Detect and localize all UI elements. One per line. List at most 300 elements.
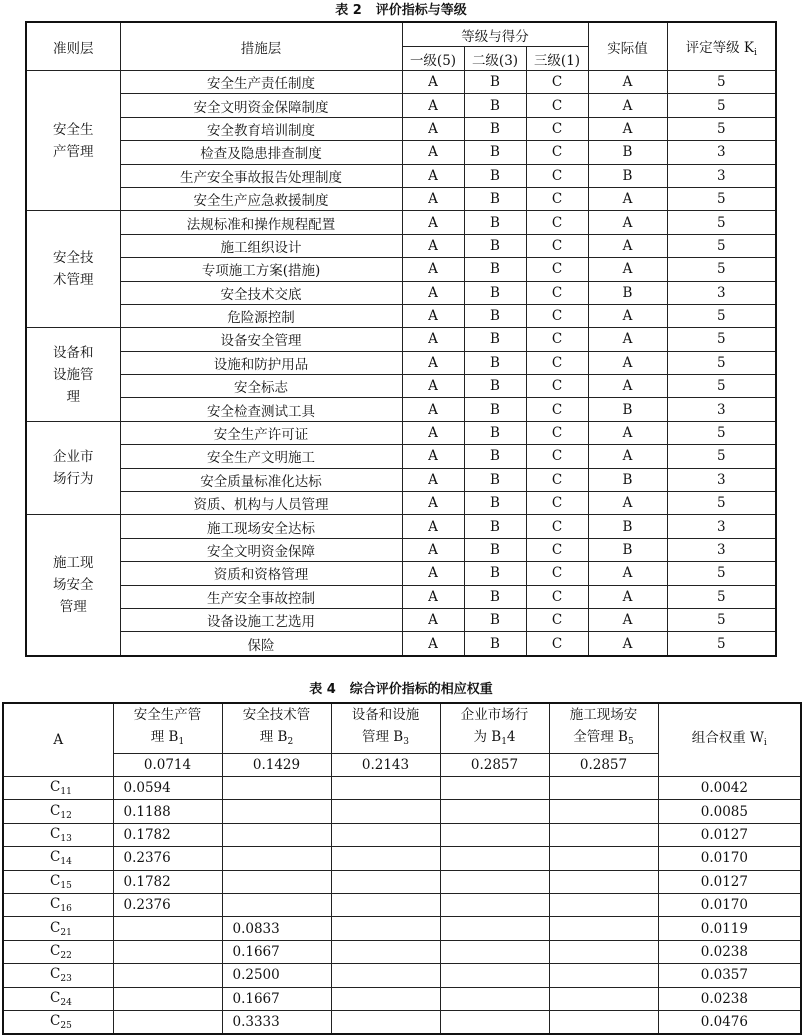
rating-cell: 5: [667, 562, 776, 585]
grade3-cell: C: [526, 538, 588, 561]
header-b5: [549, 703, 658, 754]
table-row: [26, 187, 776, 210]
b2-value-cell: 0.1667: [222, 940, 331, 963]
row-label-letter: C: [50, 966, 61, 983]
header-grade2: 二级(3): [464, 47, 526, 71]
b5-value-cell: [549, 800, 658, 823]
row-label: [3, 777, 113, 800]
table-row: [26, 258, 776, 281]
grade2-cell: B: [464, 187, 526, 210]
grade2-cell: B: [464, 164, 526, 187]
grade2-cell: B: [464, 562, 526, 585]
header-criterion: 准则层: [26, 22, 120, 71]
measure-cell: 安全生产应急救援制度: [120, 187, 402, 210]
grade1-cell: A: [402, 375, 464, 398]
header-b-sub: 2: [287, 737, 294, 747]
grade2-cell: B: [464, 515, 526, 538]
grade3-cell: C: [526, 328, 588, 351]
row-label-sub: 16: [60, 904, 72, 915]
b2-value-cell: [222, 777, 331, 800]
actual-cell: A: [588, 328, 667, 351]
b1-value-cell: [113, 987, 222, 1010]
table2-caption: [0, 3, 802, 19]
actual-cell: A: [588, 304, 667, 327]
grade3-cell: C: [526, 71, 588, 94]
b2-value-cell: [222, 800, 331, 823]
measure-cell: 安全质量标准化达标: [120, 468, 402, 491]
b4-value-cell: [440, 917, 549, 940]
b4-value-cell: [440, 847, 549, 870]
rating-cell: 5: [667, 94, 776, 117]
b4-value-cell: [440, 870, 549, 893]
b2-value-cell: 0.0833: [222, 917, 331, 940]
actual-cell: B: [588, 141, 667, 164]
rating-cell: 3: [667, 468, 776, 491]
actual-cell: B: [588, 398, 667, 421]
header-b1: [113, 703, 222, 754]
header-rating-label: 评定等级 K: [685, 39, 755, 56]
b3-value-cell: [331, 987, 440, 1010]
grade3-cell: C: [526, 141, 588, 164]
combined-weight-cell: 0.0357: [658, 964, 801, 987]
measure-cell: 专项施工方案(措施): [120, 258, 402, 281]
table-row: [26, 94, 776, 117]
table2-caption-number: 表 2: [335, 3, 362, 18]
rating-cell: 5: [667, 445, 776, 468]
rating-cell: 3: [667, 164, 776, 187]
combined-weight-cell: 0.0238: [658, 940, 801, 963]
header-b-label: 施工现场安全管理 B: [569, 707, 638, 745]
measure-cell: 安全教育培训制度: [120, 117, 402, 140]
b5-value-cell: [549, 1010, 658, 1034]
grade2-cell: B: [464, 258, 526, 281]
table-row: [3, 777, 801, 800]
row-label-sub: 13: [60, 833, 72, 844]
b1-value-cell: 0.2376: [113, 847, 222, 870]
grade1-cell: A: [402, 585, 464, 608]
b4-value-cell: [440, 1010, 549, 1034]
grade2-cell: B: [464, 585, 526, 608]
actual-cell: A: [588, 421, 667, 444]
actual-cell: B: [588, 468, 667, 491]
actual-cell: B: [588, 515, 667, 538]
table-row: [26, 562, 776, 585]
combined-weight-cell: 0.0476: [658, 1010, 801, 1034]
grade3-cell: C: [526, 281, 588, 304]
b3-value-cell: [331, 940, 440, 963]
measure-cell: 安全检查测试工具: [120, 398, 402, 421]
row-label-sub: 21: [60, 927, 72, 938]
grade1-cell: A: [402, 515, 464, 538]
measure-cell: 安全生产许可证: [120, 421, 402, 444]
b2-value-cell: [222, 870, 331, 893]
table-row: [26, 71, 776, 94]
actual-cell: B: [588, 281, 667, 304]
measure-cell: 资质和资格管理: [120, 562, 402, 585]
table-row: [26, 538, 776, 561]
combined-weight-cell: 0.0042: [658, 777, 801, 800]
table-row: [3, 964, 801, 987]
weight-table: [2, 702, 802, 1035]
header-corner: A: [3, 703, 113, 777]
b5-value-cell: [549, 917, 658, 940]
table4-caption-number: 表 4: [309, 682, 336, 697]
grade1-cell: A: [402, 468, 464, 491]
b5-value-cell: [549, 893, 658, 916]
b1-value-cell: 0.2376: [113, 893, 222, 916]
grade3-cell: C: [526, 351, 588, 374]
table-row: [26, 234, 776, 257]
header-b-label: 安全生产管理 B: [133, 707, 202, 745]
table-row: [26, 608, 776, 631]
weight-b4: 0.2857: [440, 754, 549, 777]
rating-cell: 5: [667, 117, 776, 140]
weight-b5: 0.2857: [549, 754, 658, 777]
table4-caption-title: 综合评价指标的相应权重: [349, 682, 493, 697]
rating-cell: 5: [667, 608, 776, 631]
table-row: [3, 870, 801, 893]
grade1-cell: A: [402, 94, 464, 117]
actual-cell: B: [588, 164, 667, 187]
grade2-cell: B: [464, 94, 526, 117]
grade2-cell: B: [464, 117, 526, 140]
criterion-cell: 安全生产管理: [26, 71, 120, 211]
grade2-cell: B: [464, 234, 526, 257]
weight-b1: 0.0714: [113, 754, 222, 777]
measure-cell: 生产安全事故控制: [120, 585, 402, 608]
actual-cell: A: [588, 211, 667, 234]
header-b-label: 安全技术管理 B: [242, 707, 311, 745]
combined-weight-cell: 0.0170: [658, 847, 801, 870]
header-b-sub: 1: [501, 737, 507, 747]
actual-cell: A: [588, 562, 667, 585]
header-grade-group: 等级与得分: [402, 22, 588, 47]
measure-cell: 资质、机构与人员管理: [120, 492, 402, 515]
header-b-suffix: 4: [506, 729, 516, 745]
rating-cell: 5: [667, 71, 776, 94]
table-row: [26, 421, 776, 444]
grade2-cell: B: [464, 71, 526, 94]
actual-cell: A: [588, 71, 667, 94]
actual-cell: A: [588, 117, 667, 140]
table-row: [26, 632, 776, 656]
b5-value-cell: [549, 987, 658, 1010]
actual-cell: A: [588, 492, 667, 515]
rating-cell: 5: [667, 632, 776, 656]
rating-cell: 5: [667, 187, 776, 210]
b4-value-cell: [440, 987, 549, 1010]
b1-value-cell: [113, 1010, 222, 1034]
b2-value-cell: 0.1667: [222, 987, 331, 1010]
measure-cell: 生产安全事故报告处理制度: [120, 164, 402, 187]
table-row: [26, 515, 776, 538]
table-row: [26, 585, 776, 608]
b5-value-cell: [549, 964, 658, 987]
header-b3: [331, 703, 440, 754]
b2-value-cell: 0.2500: [222, 964, 331, 987]
rating-cell: 3: [667, 515, 776, 538]
rating-cell: 5: [667, 351, 776, 374]
grade2-cell: B: [464, 211, 526, 234]
grade3-cell: C: [526, 304, 588, 327]
grade2-cell: B: [464, 468, 526, 491]
grade2-cell: B: [464, 351, 526, 374]
b5-value-cell: [549, 940, 658, 963]
grade2-cell: B: [464, 304, 526, 327]
combined-weight-cell: 0.0127: [658, 870, 801, 893]
b4-value-cell: [440, 940, 549, 963]
grade1-cell: A: [402, 421, 464, 444]
measure-cell: 检查及隐患排查制度: [120, 141, 402, 164]
grade1-cell: A: [402, 117, 464, 140]
b4-value-cell: [440, 800, 549, 823]
table-row: [26, 117, 776, 140]
actual-cell: A: [588, 585, 667, 608]
grade3-cell: C: [526, 398, 588, 421]
grade3-cell: C: [526, 234, 588, 257]
row-label: [3, 964, 113, 987]
row-label-sub: 23: [60, 974, 72, 985]
grade1-cell: A: [402, 71, 464, 94]
grade1-cell: A: [402, 258, 464, 281]
b5-value-cell: [549, 847, 658, 870]
row-label-letter: C: [50, 849, 61, 866]
combined-weight-cell: 0.0238: [658, 987, 801, 1010]
actual-cell: A: [588, 234, 667, 257]
criterion-cell: 施工现场安全管理: [26, 515, 120, 656]
b1-value-cell: [113, 917, 222, 940]
table-row: [26, 304, 776, 327]
combined-weight-cell: 0.0127: [658, 823, 801, 846]
rating-cell: 5: [667, 304, 776, 327]
rating-cell: 5: [667, 421, 776, 444]
header-measure: 措施层: [120, 22, 402, 71]
grade3-cell: C: [526, 117, 588, 140]
table2-caption-title: 评价指标与等级: [375, 3, 467, 18]
table-row: [26, 398, 776, 421]
grade3-cell: C: [526, 585, 588, 608]
criterion-cell: 企业市场行为: [26, 421, 120, 515]
table-row: [26, 141, 776, 164]
row-label-letter: C: [50, 989, 61, 1006]
measure-cell: 设备安全管理: [120, 328, 402, 351]
grade1-cell: A: [402, 632, 464, 656]
grade3-cell: C: [526, 468, 588, 491]
measure-cell: 设施和防护用品: [120, 351, 402, 374]
measure-cell: 危险源控制: [120, 304, 402, 327]
rating-cell: 5: [667, 258, 776, 281]
rating-cell: 3: [667, 398, 776, 421]
row-label-letter: C: [50, 802, 61, 819]
header-b4: [440, 703, 549, 754]
weight-b2: 0.1429: [222, 754, 331, 777]
header-b2: [222, 703, 331, 754]
measure-cell: 施工现场安全达标: [120, 515, 402, 538]
rating-cell: 5: [667, 328, 776, 351]
measure-cell: 安全标志: [120, 375, 402, 398]
grade1-cell: A: [402, 492, 464, 515]
b1-value-cell: 0.1782: [113, 870, 222, 893]
row-label-letter: C: [50, 779, 61, 796]
grade1-cell: A: [402, 328, 464, 351]
grade2-cell: B: [464, 632, 526, 656]
grade1-cell: A: [402, 281, 464, 304]
grade3-cell: C: [526, 445, 588, 468]
b3-value-cell: [331, 870, 440, 893]
measure-cell: 安全生产责任制度: [120, 71, 402, 94]
b2-value-cell: 0.3333: [222, 1010, 331, 1034]
grade3-cell: C: [526, 187, 588, 210]
measure-cell: 安全文明资金保障制度: [120, 94, 402, 117]
grade2-cell: B: [464, 328, 526, 351]
grade3-cell: C: [526, 164, 588, 187]
table-row: [26, 492, 776, 515]
table-row: [26, 281, 776, 304]
b2-value-cell: [222, 847, 331, 870]
grade2-cell: B: [464, 141, 526, 164]
measure-cell: 施工组织设计: [120, 234, 402, 257]
grade2-cell: B: [464, 445, 526, 468]
grade3-cell: C: [526, 515, 588, 538]
measure-cell: 安全文明资金保障: [120, 538, 402, 561]
measure-cell: 保险: [120, 632, 402, 656]
grade1-cell: A: [402, 234, 464, 257]
b3-value-cell: [331, 893, 440, 916]
criterion-cell: 安全技术管理: [26, 211, 120, 328]
b2-value-cell: [222, 893, 331, 916]
b1-value-cell: 0.1188: [113, 800, 222, 823]
row-label: [3, 893, 113, 916]
grade3-cell: C: [526, 94, 588, 117]
rating-cell: 5: [667, 375, 776, 398]
row-label-sub: 14: [60, 857, 72, 868]
measure-cell: 安全生产文明施工: [120, 445, 402, 468]
row-label: [3, 940, 113, 963]
row-label-sub: 15: [60, 880, 72, 891]
b4-value-cell: [440, 964, 549, 987]
actual-cell: A: [588, 258, 667, 281]
grade1-cell: A: [402, 304, 464, 327]
header-rating-sub: i: [754, 47, 757, 58]
rating-cell: 5: [667, 585, 776, 608]
actual-cell: A: [588, 94, 667, 117]
table2-header-row: [26, 22, 776, 47]
header-grade3: 三级(1): [526, 47, 588, 71]
rating-cell: 5: [667, 234, 776, 257]
row-label: [3, 987, 113, 1010]
grade3-cell: C: [526, 421, 588, 444]
header-combined-weight: [658, 703, 801, 777]
row-label-sub: 25: [60, 1021, 72, 1032]
row-label-sub: 24: [60, 997, 72, 1008]
grade1-cell: A: [402, 608, 464, 631]
b3-value-cell: [331, 964, 440, 987]
actual-cell: A: [588, 632, 667, 656]
table-row: [3, 940, 801, 963]
weight-b3: 0.2143: [331, 754, 440, 777]
actual-cell: A: [588, 351, 667, 374]
row-label: [3, 800, 113, 823]
row-label-letter: C: [50, 919, 61, 936]
header-rating: [667, 22, 776, 71]
measure-cell: 法规标准和操作规程配置: [120, 211, 402, 234]
row-label-sub: 12: [60, 810, 72, 821]
table-row: [26, 445, 776, 468]
grade1-cell: A: [402, 141, 464, 164]
grade1-cell: A: [402, 445, 464, 468]
grade1-cell: A: [402, 211, 464, 234]
table-row: [26, 211, 776, 234]
row-label-letter: C: [50, 872, 61, 889]
b3-value-cell: [331, 1010, 440, 1034]
b2-value-cell: [222, 823, 331, 846]
table4-caption: [0, 682, 802, 698]
grade3-cell: C: [526, 258, 588, 281]
actual-cell: A: [588, 375, 667, 398]
row-label: [3, 847, 113, 870]
grade3-cell: C: [526, 492, 588, 515]
header-b-sub: 5: [627, 737, 634, 747]
table-row: [26, 164, 776, 187]
row-label: [3, 917, 113, 940]
row-label-sub: 11: [60, 787, 72, 798]
table-row: [3, 800, 801, 823]
table-row: [26, 468, 776, 491]
grade2-cell: B: [464, 375, 526, 398]
actual-cell: A: [588, 187, 667, 210]
grade2-cell: B: [464, 398, 526, 421]
row-label: [3, 823, 113, 846]
table4-header-row: [3, 703, 801, 754]
b1-value-cell: [113, 964, 222, 987]
b4-value-cell: [440, 893, 549, 916]
b5-value-cell: [549, 870, 658, 893]
combined-weight-cell: 0.0119: [658, 917, 801, 940]
row-label-letter: C: [50, 942, 61, 959]
grade1-cell: A: [402, 164, 464, 187]
row-label-letter: C: [50, 896, 61, 913]
row-label: [3, 870, 113, 893]
table-row: [3, 987, 801, 1010]
rating-cell: 3: [667, 281, 776, 304]
b3-value-cell: [331, 917, 440, 940]
header-b-label: 企业市场行为 B: [460, 707, 529, 745]
criterion-cell: 设备和设施管理: [26, 328, 120, 422]
table-row: [26, 351, 776, 374]
b3-value-cell: [331, 777, 440, 800]
b5-value-cell: [549, 823, 658, 846]
rating-cell: 3: [667, 538, 776, 561]
header-b-sub: 3: [403, 737, 409, 747]
table-row: [3, 917, 801, 940]
table-row: [3, 823, 801, 846]
b3-value-cell: [331, 800, 440, 823]
table-row: [26, 375, 776, 398]
b5-value-cell: [549, 777, 658, 800]
b1-value-cell: 0.1782: [113, 823, 222, 846]
grade3-cell: C: [526, 632, 588, 656]
rating-cell: 5: [667, 211, 776, 234]
header-b-label: 设备和设施管理 B: [351, 707, 420, 745]
grade2-cell: B: [464, 538, 526, 561]
grade1-cell: A: [402, 538, 464, 561]
measure-cell: 设备设施工艺选用: [120, 608, 402, 631]
row-label-letter: C: [50, 1013, 61, 1030]
header-actual: 实际值: [588, 22, 667, 71]
grade1-cell: A: [402, 398, 464, 421]
table-row: [3, 893, 801, 916]
rating-cell: 5: [667, 492, 776, 515]
